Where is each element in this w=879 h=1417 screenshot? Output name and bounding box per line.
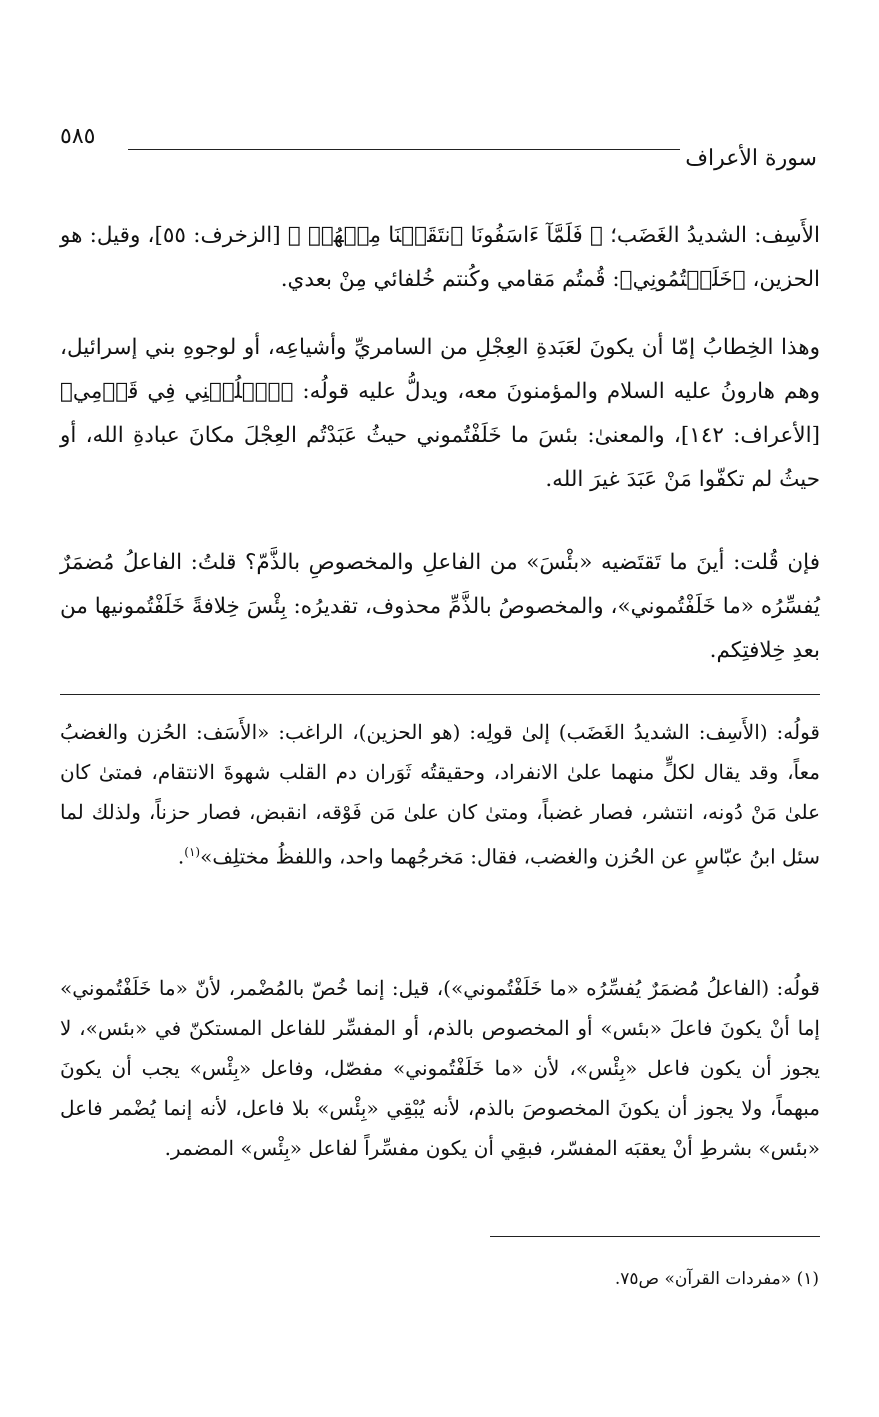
page-number: ٥٨٥ [60, 124, 96, 149]
commentary-note-1-text: قولُه: (الأَسِف: الشديدُ الغَضَب) إلىٰ قولِه: (هو الحزين)، الراغب: «الأَسَف: الحُزن والغضبُ معاً، وقد يقال لكلٍّ منهما علىٰ الانفراد، وحقيقتُه ثَوَران دم القلب شهوةَ الانتقام، فمتىٰ كان علىٰ مَنْ دُونه، انتشر، فصار غضباً، ومتىٰ كان علىٰ مَن فَوْقه، انقبض، فصار حزناً، ولذلك لما سئل ابنُ عبّاسٍ عن الحُزن والغضب، فقال: مَخرجُهما واحد، واللفظُ مختلِف» [60, 720, 820, 869]
commentary-note-1-end: . [177, 844, 185, 869]
footnote-rule [490, 1236, 820, 1237]
surah-title: سورة الأعراف [685, 146, 817, 171]
paragraph-definitions: الأَسِف: الشديدُ الغَضَب؛ ﴿ فَلَمَّآ ءَاسَفُونَا ٱنتَقَمۡنَا مِنۡهُمۡ ﴾ [الزخرف: ٥٥]، وقيل: هو الحزين، ﴿خَلَفۡتُمُونِي﴾: قُمتُم مَقامي وكُنتم خُلفائي مِنْ بعدي. [60, 223, 820, 292]
commentary-divider [60, 694, 820, 695]
footnote-reference: (١) [184, 845, 201, 859]
header-rule [128, 149, 680, 150]
commentary-note-2: قولُه: (الفاعلُ مُضمَرٌ يُفسِّرُه «ما خَلَفْتُموني»)، قيل: إنما خُصّ بالمُضْمر، لأنّ «ما خَلَفْتُموني» إما أنْ يكونَ فاعلَ «بئس» أو المخصوص بالذم، أو المفسِّر للفاعل المستكنّ في «بئس»، لا يجوز أن يكون فاعل «بِئْس»، لأن «ما خَلَفْتُموني» مفصّل، وفاعل «بِئْس» يجب أن يكونَ مبهماً، ولا يجوز أن يكونَ المخصوصَ بالذم، لأنه يُبْقِي «بِئْس» بلا فاعل، لأنه إنما يُضْمر فاعل «بئس» بشرطِ أنْ يعقبَه المفسّر، فبقِي أن يكون مفسِّراً لفاعل «بِئْس» المضمر. [60, 976, 820, 1160]
paragraph-question: فإن قُلت: أينَ ما تَقتَضيه «بئْسَ» من الفاعلِ والمخصوصِ بالذَّمّ؟ قلتُ: الفاعلُ مُضمَرٌ يُفسِّرُه «ما خَلَفْتُموني»، والمخصوصُ بالذَّمِّ محذوف، تقديرُه: بِئْسَ خِلافةً خَلَفْتُمونيها من بعدِ خِلافتِكم. [60, 550, 820, 663]
paragraph-address: وهذا الخِطابُ إمّا أن يكونَ لعَبَدةِ العِجْلِ من السامريِّ وأشياعِه، أو لوجوهِ بني إسرائيل، وهم هارونُ عليه السلام والمؤمنونَ معه، ويدلُّ عليه قولُه: ﴿ٱخۡلُفۡنِي فِي قَوۡمِي﴾ [الأعراف: ١٤٢]، والمعنىٰ: بئسَ ما خَلَفْتُموني حيثُ عَبَدْتُم العِجْلَ مكانَ عبادةِ الله، أو حيثُ لم تكفّوا مَنْ عَبَدَ غيرَ الله. [60, 335, 820, 492]
commentary-note-1 [60, 712, 820, 952]
footnote: (١) «مفردات القرآن» ص٧٥. [614, 1269, 819, 1289]
